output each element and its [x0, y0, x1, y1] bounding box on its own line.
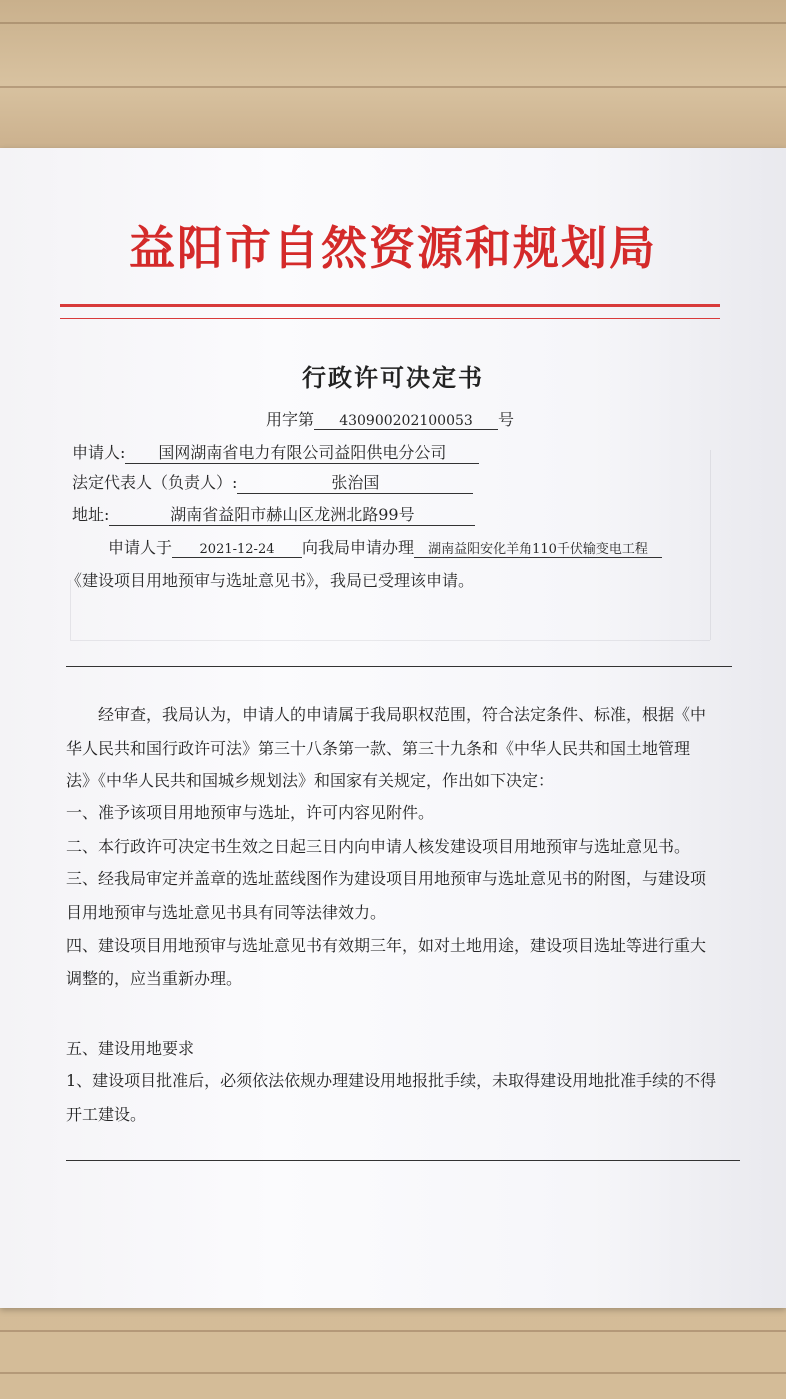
applicant-value: 国网湖南省电力有限公司益阳供电分公司	[125, 440, 479, 464]
applicant-row	[72, 440, 479, 464]
decision-item-3: 三、经我局审定并盖章的选址蓝线图作为建设项目用地预审与选址意见书的附图，与建设项	[66, 869, 707, 888]
document-sheet	[0, 148, 786, 1308]
document-title: 行政许可决定书	[302, 363, 484, 392]
application-row	[108, 535, 662, 558]
decision-item-1: 一、准予该项目用地预审与选址，许可内容见附件。	[66, 803, 435, 822]
legal-rep-value: 张治国	[237, 470, 473, 494]
header-rule-thick	[60, 304, 720, 307]
body-line: 华人民共和国行政许可法》第三十八条第一款、第三十九条和《中华人民共和国土地管理	[66, 739, 691, 758]
application-line-2: 《建设项目用地预审与选址意见书》，我局已受理该申请。	[66, 571, 475, 590]
application-text-2: 向我局申请办理	[302, 538, 415, 557]
wood-grain	[0, 1330, 786, 1332]
bottom-divider	[66, 1160, 740, 1161]
applicant-label: 申请人:	[72, 443, 126, 462]
doc-number-row	[266, 407, 514, 430]
decision-item-4: 四、建设项目用地预审与选址意见书有效期三年，如对土地用途，建设项目选址等进行重大	[66, 936, 707, 955]
project-name: 湖南益阳安化羊角110千伏输变电工程	[414, 538, 662, 558]
doc-number: 430900202100053	[314, 413, 498, 430]
header-rule-thin	[60, 318, 720, 319]
wood-grain	[0, 86, 786, 88]
section-5-heading: 五、建设用地要求	[66, 1039, 195, 1058]
address-value: 湖南省益阳市赫山区龙洲北路99号	[109, 502, 475, 526]
decision-item-2: 二、本行政许可决定书生效之日起三日内向申请人核发建设项目用地预审与选址意见书。	[66, 837, 691, 856]
legal-rep-row	[72, 470, 473, 494]
wood-grain	[0, 22, 786, 24]
requirement-line: 1、建设项目批准后，必须依法依规办理建设用地报批手续，未取得建设用地批准手续的不得	[66, 1071, 717, 1090]
requirement-line-cont: 开工建设。	[66, 1105, 147, 1124]
decision-item-4-cont: 调整的，应当重新办理。	[66, 969, 243, 988]
body-line: 经审查，我局认为，申请人的申请属于我局职权范围，符合法定条件、标准，根据《中	[98, 705, 707, 724]
doc-number-prefix: 用字第	[266, 410, 315, 429]
legal-rep-label: 法定代表人（负责人）:	[72, 473, 238, 492]
decision-item-3-cont: 目用地预审与选址意见书具有同等法律效力。	[66, 903, 387, 922]
bleed-through	[70, 640, 710, 641]
application-date: 2021-12-24	[172, 542, 302, 558]
application-text-1: 申请人于	[108, 538, 173, 557]
body-line: 法》《中华人民共和国城乡规划法》和国家有关规定，作出如下决定：	[66, 771, 555, 790]
wood-grain	[0, 1372, 786, 1374]
bleed-through	[710, 450, 711, 640]
section-divider	[66, 666, 732, 667]
address-row	[72, 502, 475, 526]
issuer-header: 益阳市自然资源和规划局	[129, 221, 657, 275]
doc-number-suffix: 号	[498, 410, 515, 429]
address-label: 地址:	[72, 505, 110, 524]
